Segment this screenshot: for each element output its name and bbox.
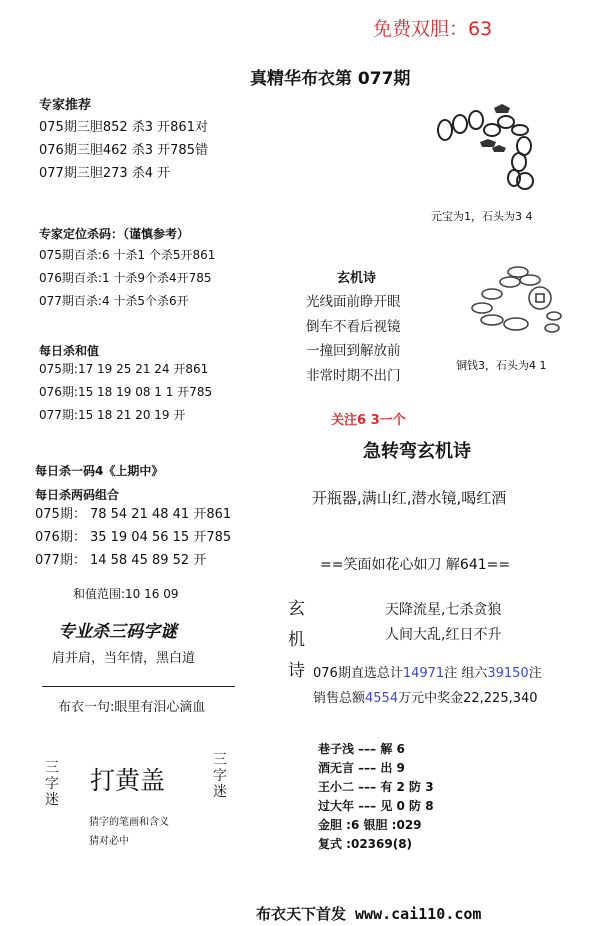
list-item: 077期:15 18 21 20 19 开: [39, 408, 186, 422]
free-pair-banner: 免费双胆：63: [373, 18, 493, 40]
list-item: 王小二 ––– 有 2 防 3: [318, 780, 434, 794]
list-item: 075期： 78 54 21 48 41 开861: [35, 507, 232, 522]
riddle-title: 专业杀三码字谜: [58, 622, 177, 642]
xuanji-poem-lines: [306, 290, 401, 388]
list-item: 077期百杀:4 十杀5个杀6开: [39, 294, 189, 308]
coin-chain-illustration: [470, 260, 565, 350]
poem-line: 倒车不看后视镜: [306, 318, 401, 335]
daily-sum-list: [39, 358, 212, 427]
poem-line: 光线面前睁开眼: [306, 294, 401, 310]
side-char: 玄: [288, 599, 305, 619]
position-kill-title: 专家定位杀码：（谨慎参考）: [39, 227, 190, 241]
page-title: 真精华布衣第 077期: [250, 69, 411, 89]
sales-line-2: 销售总额4554万元中奖金22,225,340: [313, 691, 538, 706]
xuanji-side-line: 天降流星,七杀贪狼: [385, 602, 502, 618]
divider: [42, 686, 235, 687]
list-item: 075期百杀:6 十杀1 个杀5开861: [39, 248, 216, 262]
list-item: 076期:15 18 19 08 1 1 开785: [39, 385, 213, 399]
list-item: 076期百杀:1 十杀9个杀4开785: [39, 271, 212, 285]
list-item: 复式 :02369(8): [318, 837, 413, 851]
list-item: 巷子浅 ––– 解 6: [318, 742, 405, 756]
ingot-chain-illustration: [432, 100, 562, 200]
daily-two-list: [35, 503, 231, 572]
xuanji-side-line: 人间大乱,红日不升: [385, 627, 502, 643]
expert-recommend-title: 专家推荐: [39, 98, 92, 113]
footer-brand: 布衣天下首发 www.cai110.com: [256, 905, 482, 923]
sales-count: 39150: [487, 666, 529, 681]
list-item: 077期： 14 58 45 89 52 开: [35, 553, 207, 568]
daily-sum-title: 每日杀和值: [39, 344, 100, 358]
side-char: 诗: [288, 661, 305, 681]
expert-recommend-list: [39, 116, 208, 185]
clue-list: [318, 740, 434, 854]
sales-count: 14971: [402, 666, 445, 681]
sum-range: 和值范围:10 16 09: [73, 587, 179, 601]
side-char: 机: [288, 630, 305, 650]
list-item: 金胆 :6 银胆 :029: [318, 818, 422, 832]
daily-one-title: 每日杀一码4《上期中》: [35, 464, 164, 478]
riddle-text: 肩并肩，当年情，黑白道: [52, 651, 196, 666]
poem-line: 一撞回到解放前: [306, 343, 401, 359]
xuanji-poem-title: 玄机诗: [337, 271, 377, 286]
riddle-side-label-right: 三字迷: [213, 752, 227, 800]
sharp-turn-title: 急转弯玄机诗: [363, 441, 471, 462]
poem-line: 非常时期不出门: [306, 367, 401, 384]
sharp-turn-text: 开瓶器,满山红,潜水镜,喝红酒: [312, 489, 507, 507]
sales-line-1: 076期直选总计14971注 组六39150注: [313, 666, 542, 681]
smile-line: ==笑面如花心如刀 解641==: [320, 557, 511, 573]
position-kill-list: [39, 244, 215, 313]
list-item: 077期三胆273 杀4 开: [39, 166, 171, 181]
coin-caption: 铜钱3，石头为4 1: [456, 359, 547, 372]
daily-two-title: 每日杀两码组合: [35, 488, 120, 502]
follow-note: 关注6 3一个: [331, 413, 406, 428]
xuanji-side-chars: [288, 594, 305, 687]
riddle-side-label-left: 三字迷: [45, 760, 59, 808]
sales-amount: 4554: [365, 691, 399, 706]
list-item: 075期:17 19 25 21 24 开861: [39, 362, 209, 376]
list-item: 过大年 ––– 见 0 防 8: [318, 799, 434, 813]
riddle-main: 打黄盖: [90, 766, 166, 795]
list-item: 076期三胆462 杀3 开785错: [39, 143, 208, 158]
riddle-hint: 猜对必中: [89, 836, 129, 847]
list-item: 076期： 35 19 04 56 15 开785: [35, 530, 232, 545]
riddle-hint: 猜字的笔画和含义: [89, 817, 169, 828]
list-item: 酒无言 ––– 出 9: [318, 761, 405, 775]
buyi-line: 布衣一句:眼里有泪心滴血: [58, 700, 206, 715]
list-item: 075期三胆852 杀3 开861对: [39, 120, 208, 135]
ingot-caption: 元宝为1，石头为3 4: [431, 210, 533, 223]
